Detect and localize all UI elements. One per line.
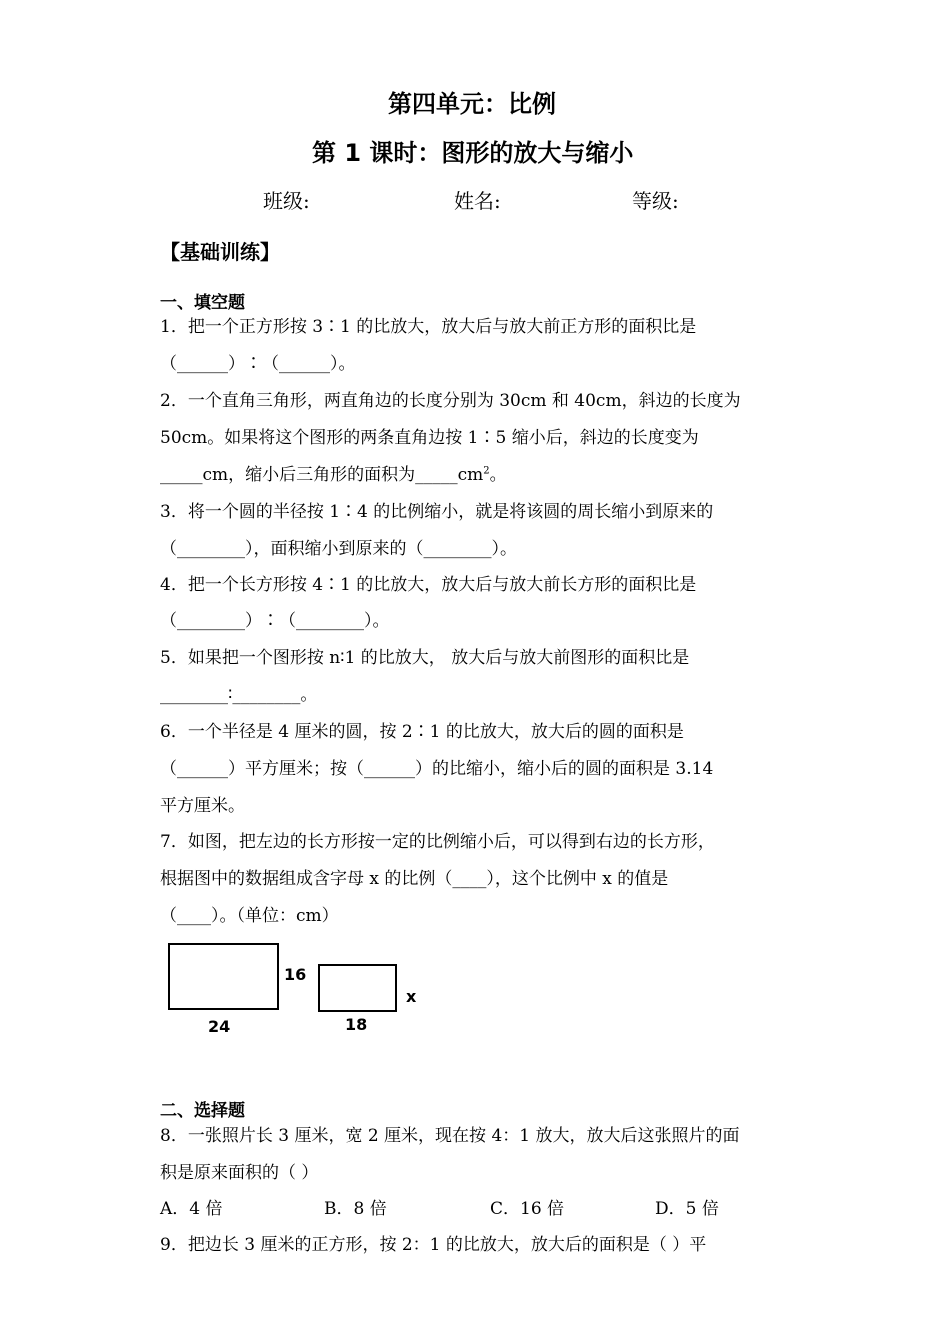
q5-line2: ________∶________。 <box>160 685 318 705</box>
small-rect-width-label: 18 <box>345 1015 368 1034</box>
q2-line2: 50cm。如果将这个图形的两条直角边按 1∶5 缩小后，斜边的长度变为 <box>160 428 699 448</box>
grade-label: 等级: <box>632 189 679 213</box>
q1-line2: （______）∶（______）。 <box>160 354 356 374</box>
q8-line1: 8．一张照片长 3 厘米，宽 2 厘米，现在按 4：1 放大，放大后这张照片的面 <box>160 1126 740 1146</box>
q7-line3: （____）。（单位：cm） <box>160 906 339 926</box>
q2-line3 <box>160 460 507 485</box>
q8-line2: 积是原来面积的（ ） <box>160 1163 319 1183</box>
q8-option-c: C．16 倍 <box>490 1199 565 1219</box>
name-label: 姓名: <box>454 189 501 213</box>
q8-option-d: D．5 倍 <box>655 1199 719 1219</box>
section-basic-training: 【基础训练】 <box>160 240 280 264</box>
q8-option-a: A．4 倍 <box>160 1199 223 1219</box>
q7-line1: 7．如图，把左边的长方形按一定的比例缩小后，可以得到右边的长方形， <box>160 832 715 852</box>
part1-heading: 一、填空题 <box>160 293 245 313</box>
part2-heading: 二、选择题 <box>160 1101 245 1121</box>
unit-title: 第四单元：比例 <box>388 90 556 118</box>
q8-option-b: B．8 倍 <box>324 1199 387 1219</box>
q5-line1: 5．如果把一个图形按 n∶1 的比放大， 放大后与放大前图形的面积比是 <box>160 648 690 668</box>
q6-line3: 平方厘米。 <box>160 796 245 816</box>
q4-line2: （________）∶（________）。 <box>160 611 390 631</box>
q2-line3-text: _____cm，缩小后三角形的面积为_____cm <box>160 465 484 485</box>
q9-line1: 9．把边长 3 厘米的正方形，按 2：1 的比放大，放大后的面积是（ ）平 <box>160 1235 707 1255</box>
q2-line1: 2．一个直角三角形，两直角边的长度分别为 30cm 和 40cm，斜边的长度为 <box>160 391 741 411</box>
q7-line2: 根据图中的数据组成含字母 x 的比例（____），这个比例中 x 的值是 <box>160 869 669 889</box>
q3-line2: （________），面积缩小到原来的（________）。 <box>160 539 517 559</box>
q4-line1: 4．把一个长方形按 4∶1 的比放大，放大后与放大前长方形的面积比是 <box>160 575 697 595</box>
q6-line2: （______）平方厘米；按（______）的比缩小，缩小后的圆的面积是 3.14 <box>160 759 714 779</box>
small-rectangle <box>319 965 396 1011</box>
small-rect-height-label: x <box>406 987 417 1006</box>
lesson-title: 第 1 课时：图形的放大与缩小 <box>312 139 634 167</box>
large-rectangle <box>169 944 278 1009</box>
large-rect-height-label: 16 <box>284 965 307 984</box>
q2-line3-end: 。 <box>489 465 507 485</box>
q6-line1: 6．一个半径是 4 厘米的圆，按 2∶1 的比放大，放大后的圆的面积是 <box>160 722 684 742</box>
class-label: 班级: <box>263 189 310 213</box>
rectangles-figure <box>160 938 430 1038</box>
q1-line1: 1．把一个正方形按 3∶1 的比放大，放大后与放大前正方形的面积比是 <box>160 317 697 337</box>
squared-superscript: 2 <box>483 465 490 477</box>
q3-line1: 3．将一个圆的半径按 1∶4 的比例缩小，就是将该圆的周长缩小到原来的 <box>160 502 714 522</box>
large-rect-width-label: 24 <box>208 1017 231 1036</box>
